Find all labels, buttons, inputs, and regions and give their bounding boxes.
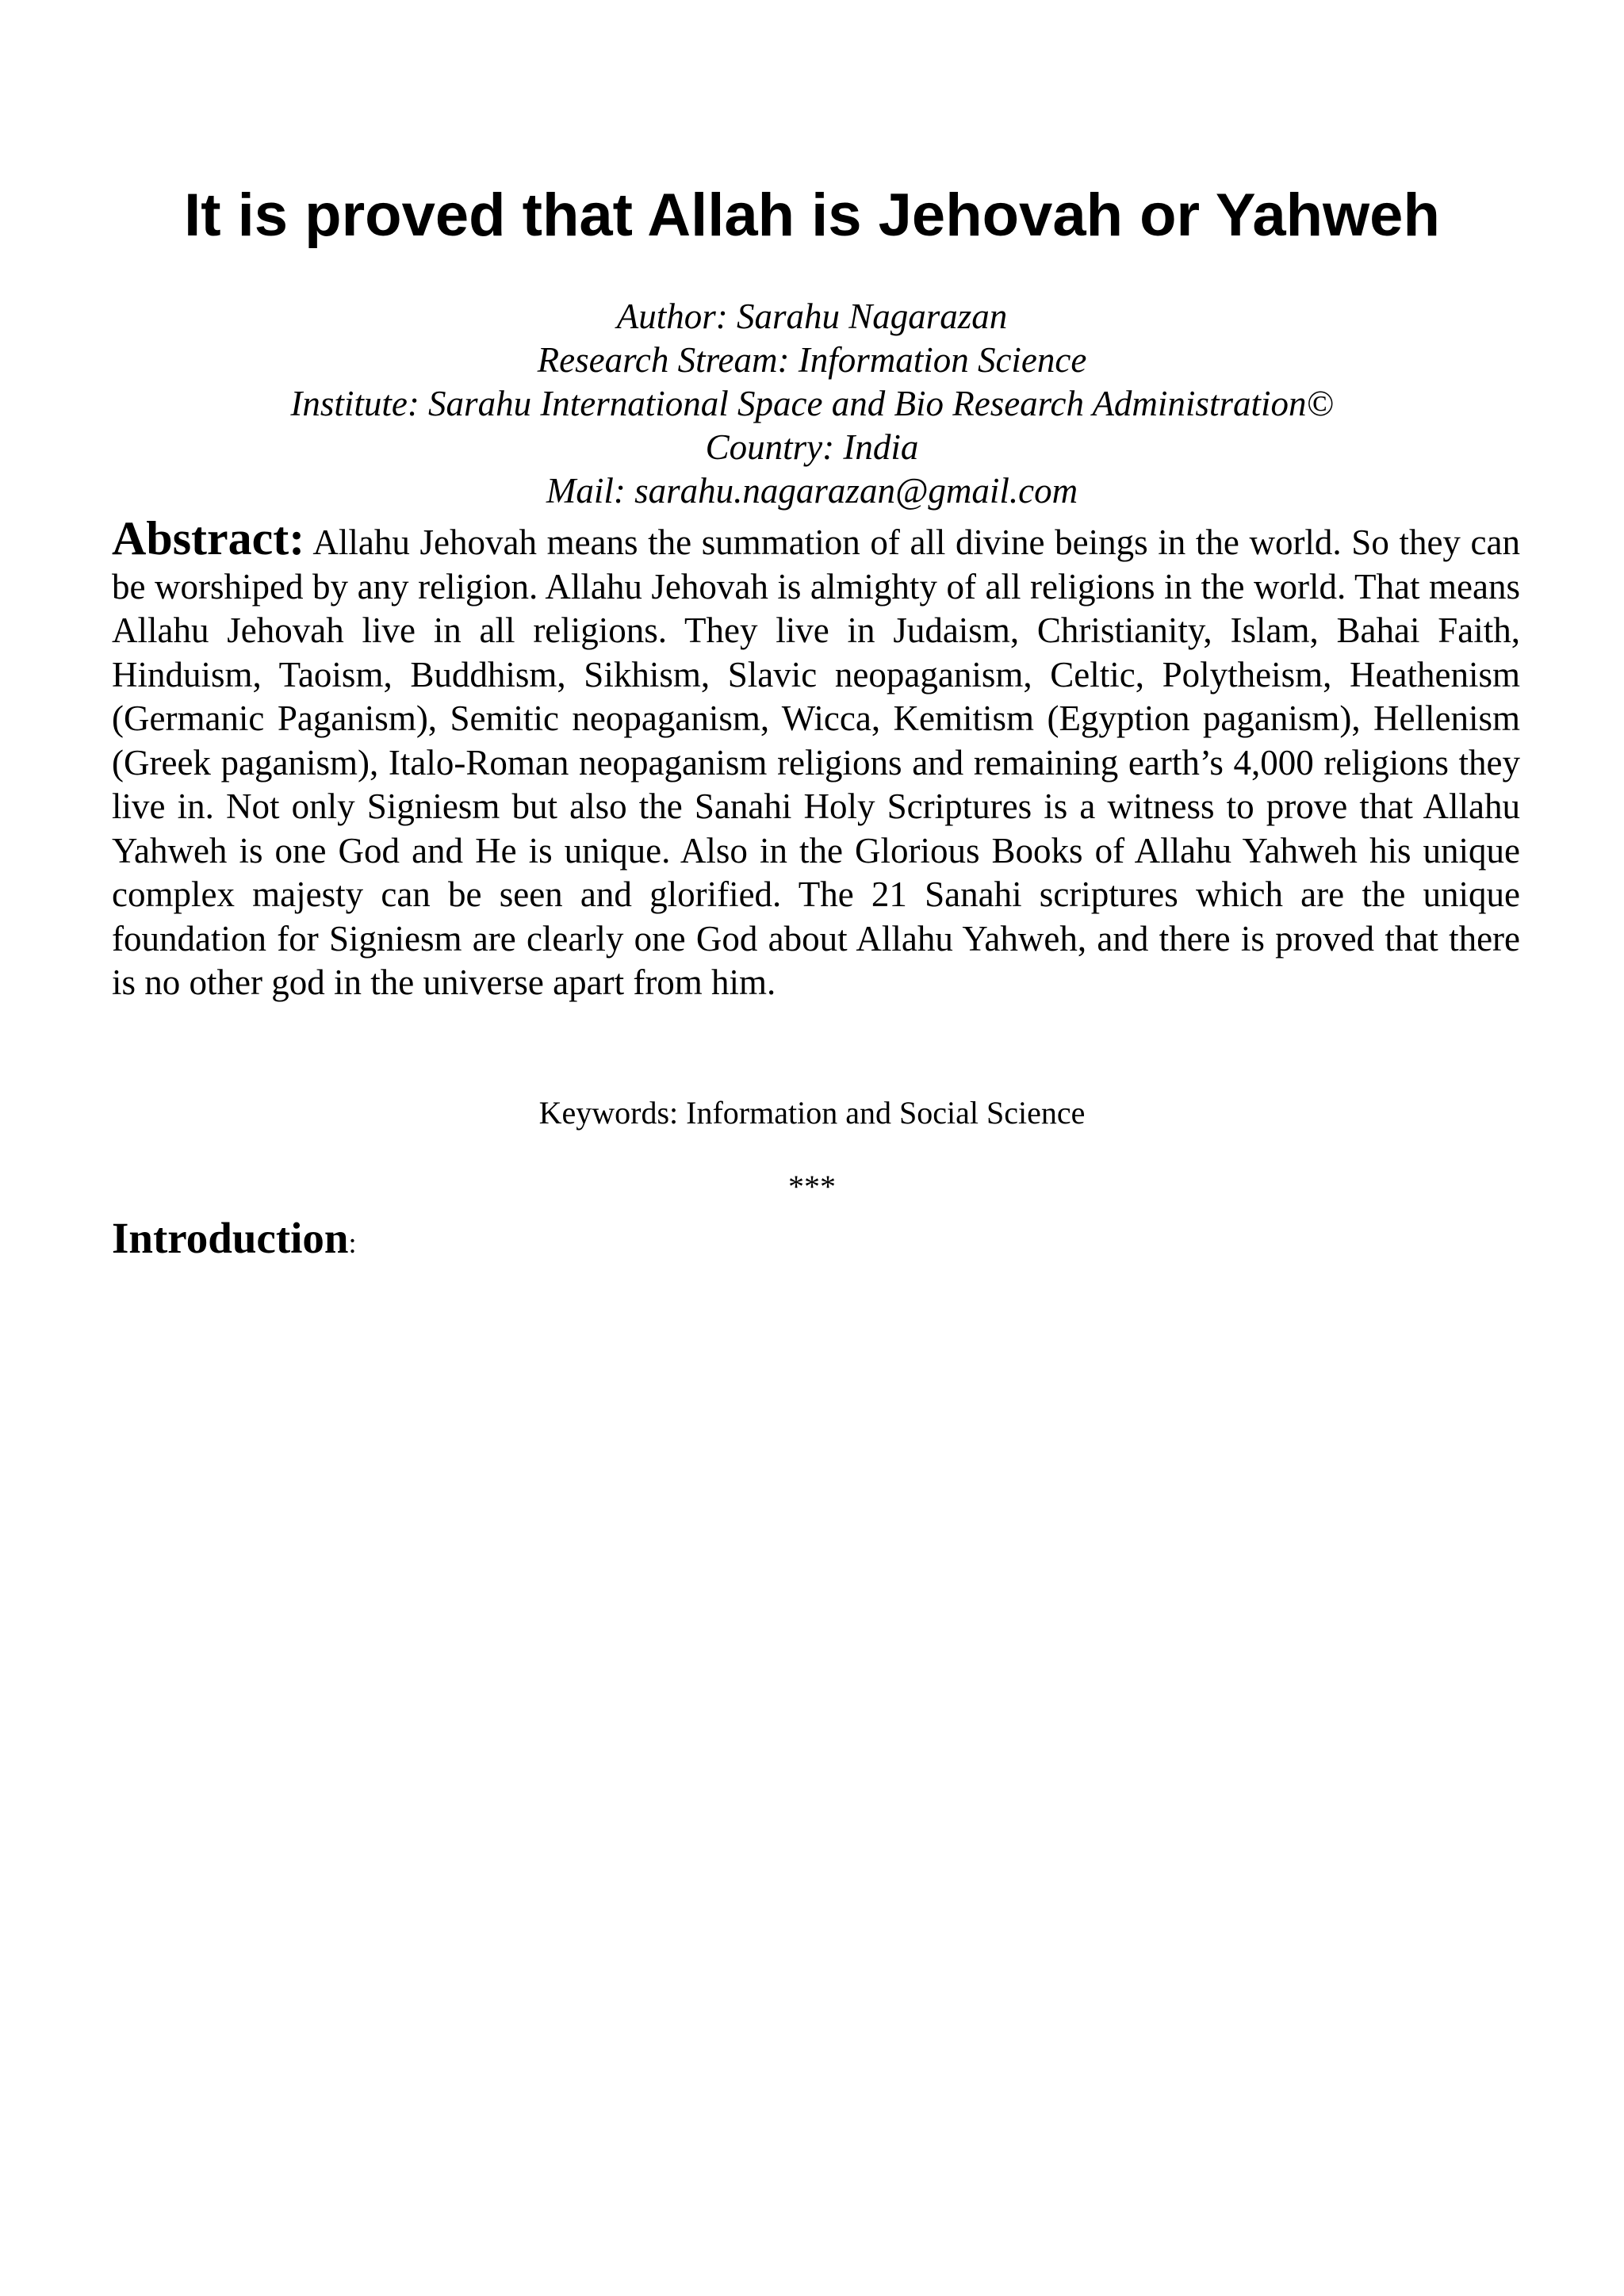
introduction-heading-text: Introduction	[112, 1214, 349, 1262]
keywords-line: Keywords: Information and Social Science	[538, 1095, 1086, 1131]
author-block	[111, 295, 1513, 513]
abstract-paragraph	[112, 512, 1520, 1005]
abstract-label: Abstract:	[112, 512, 305, 564]
abstract-text: Allahu Jehovah means the summation of all divine beings in the world. So they can be worshiped by any religion. Allahu Jehovah is almighty of all religions in the world. That means Allahu Jehovah live in all religions. They live in Judaism, Christianity, Islam, Bahai Faith, Hinduism, Taoism, Buddhism, Sikhism, Slavic neopaganism, Celtic, Polytheism, Heathenism (Germanic Paganism), Semitic neopaganism, Wicca, Kemitism (Egyption paganism), Hellenism (Greek paganism), Italo-Roman neopaganism religions and remaining earth’s 4,000 religions they live in. Not only Signiesm but also the Sanahi Holy Scriptures is a witness to prove that Allahu Yahweh is one God and He is unique. Also in the Glorious Books of Allahu Yahweh his unique complex majesty can be seen and glorified. The 21 Sanahi scriptures which are the unique foundation for Signiesm are clearly one God about Allahu Yahweh, and there is proved that there is no other god in the universe apart from him.	[112, 522, 1520, 1002]
research-stream-line: Research Stream: Information Science	[537, 340, 1087, 380]
author-line: Author: Sarahu Nagarazan	[616, 297, 1008, 336]
country-line: Country: India	[705, 427, 919, 467]
institute-line: Institute: Sarahu International Space and Bio Research Administration©	[290, 384, 1334, 423]
paper-title: It is proved that Allah is Jehovah or Yahweh	[184, 182, 1440, 249]
introduction-heading	[112, 1211, 357, 1271]
introduction-heading-colon: :	[348, 1227, 357, 1259]
section-separator: ***	[788, 1169, 836, 1204]
mail-line: Mail: sarahu.nagarazan@gmail.com	[546, 471, 1078, 511]
